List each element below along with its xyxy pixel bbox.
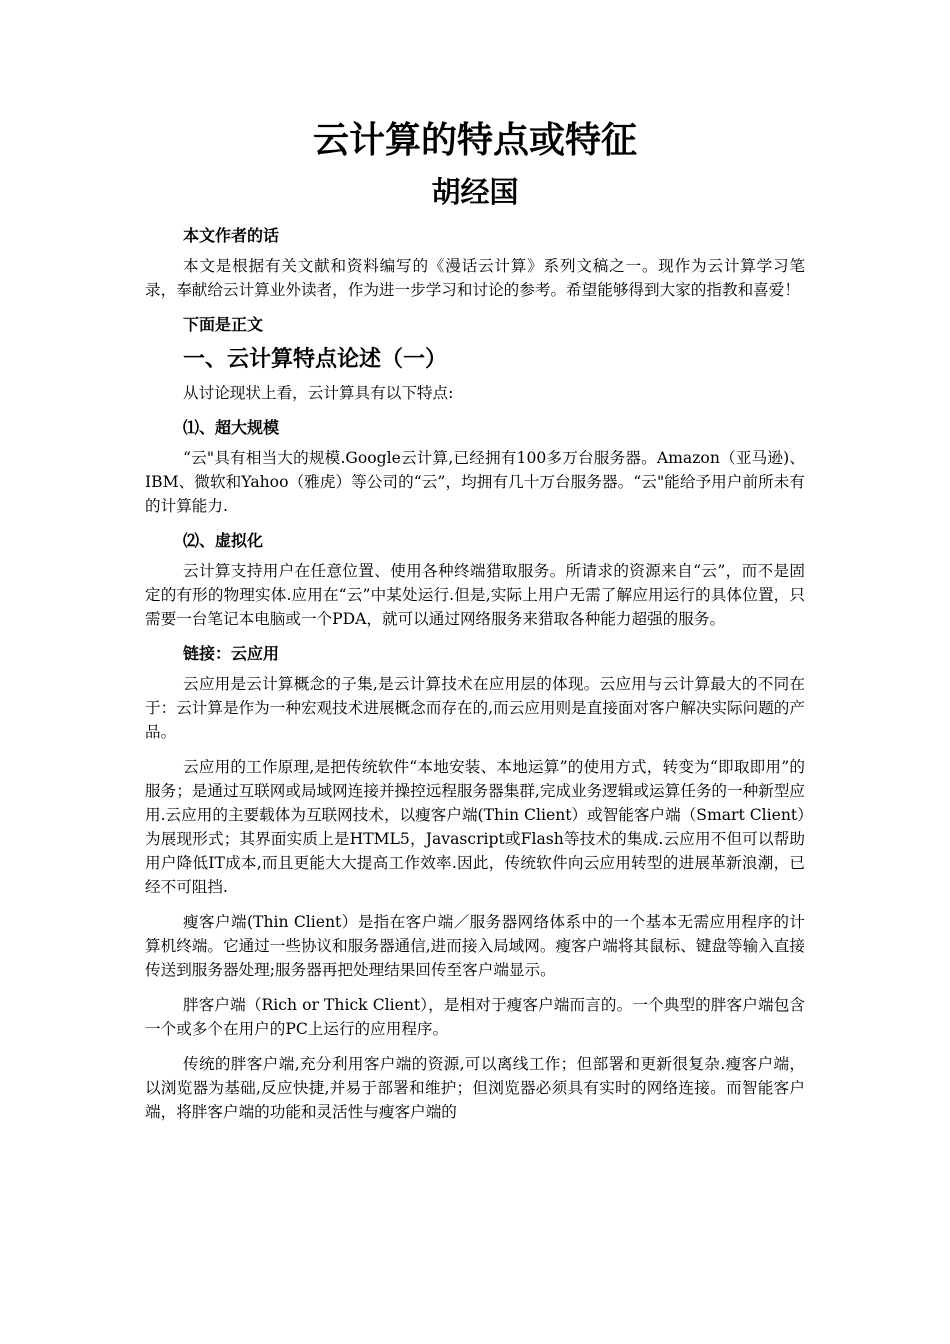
section-heading-main-text: 下面是正文 [183, 315, 264, 334]
paragraph: 云应用的工作原理,是把传统软件“本地安装、本地运算”的使用方式，转变为“即取即用”的服务；是通过互联网或局域网连接并操控远程服务器集群,完成业务逻辑或运算任务的一种新型应用.云应用的主要载体为互联网技术，以瘦客户端(Thin Client）或智能客户端（Smart Client）为展现形式；其界面实质上是HTML5，Javascript或Flash等技术的集成.云应用不但可以帮助用户降低IT成本,而且更能大大提高工作效率.因此，传统软件向云应用转型的进展革新浪潮，已经不可阻挡. [145, 758, 805, 896]
paragraph: 瘦客户端(Thin Client）是指在客户端／服务器网络体系中的一个基本无需应用程序的计算机终端。它通过一些协议和服务器通信,进而接入局域网。瘦客户端将其鼠标、键盘等输入直接传送到服务器处理;服务器再把处理结果回传至客户端显示。 [145, 913, 805, 979]
subheading-virtualization: ⑵、虚拟化 [183, 531, 264, 550]
document-title: 云计算的特点或特征 [312, 120, 637, 161]
section-heading-author-note: 本文作者的话 [183, 226, 280, 245]
subheading-scale: ⑴、超大规模 [183, 418, 280, 437]
document-author: 胡经国 [431, 175, 519, 209]
paragraph: 云计算支持用户在任意位置、使用各种终端猎取服务。所请求的资源来自“云”，而不是固定的有形的物理实体.应用在“云”中某处运行.但是,实际上用户无需了解应用运行的具体位置，只需要一台笔记本电脑或一个PDA，就可以通过网络服务来猎取各种能力超强的服务。 [145, 562, 805, 628]
paragraph: 本文是根据有关文献和资料编写的《漫话云计算》系列文稿之一。现作为云计算学习笔录，奉献给云计算业外读者，作为进一步学习和讨论的参考。希望能够得到大家的指教和喜爱！ [145, 257, 805, 299]
paragraph: 从讨论现状上看，云计算具有以下特点: [183, 384, 454, 402]
subheading-cloud-app-link: 链接：云应用 [183, 644, 280, 663]
paragraph: 云应用是云计算概念的子集,是云计算技术在应用层的体现。云应用与云计算最大的不同在于：云计算是作为一种宏观技术进展概念而存在的,而云应用则是直接面对客户解决实际问题的产品。 [145, 675, 805, 741]
paragraph: “云"具有相当大的规模.Google云计算,已经拥有100多万台服务器。Amazon（亚马逊)、IBM、微软和Yahoo（雅虎）等公司的“云”，均拥有几十万台服务器。“云"能给予用户前所未有的计算能力. [145, 449, 805, 515]
paragraph: 胖客户端（Rich or Thick Client），是相对于瘦客户端而言的。一个典型的胖客户端包含一个或多个在用户的PC上运行的应用程序。 [145, 996, 805, 1038]
document-page [145, 112, 805, 1135]
paragraph: 传统的胖客户端,充分利用客户端的资源,可以离线工作；但部署和更新很复杂.瘦客户端，以浏览器为基础,反应快捷,并易于部署和维护；但浏览器必须具有实时的网络连接。而智能客户端，将胖客户端的功能和灵活性与瘦客户端的 [145, 1055, 805, 1121]
chapter-heading: 一、云计算特点论述（一） [183, 347, 448, 372]
